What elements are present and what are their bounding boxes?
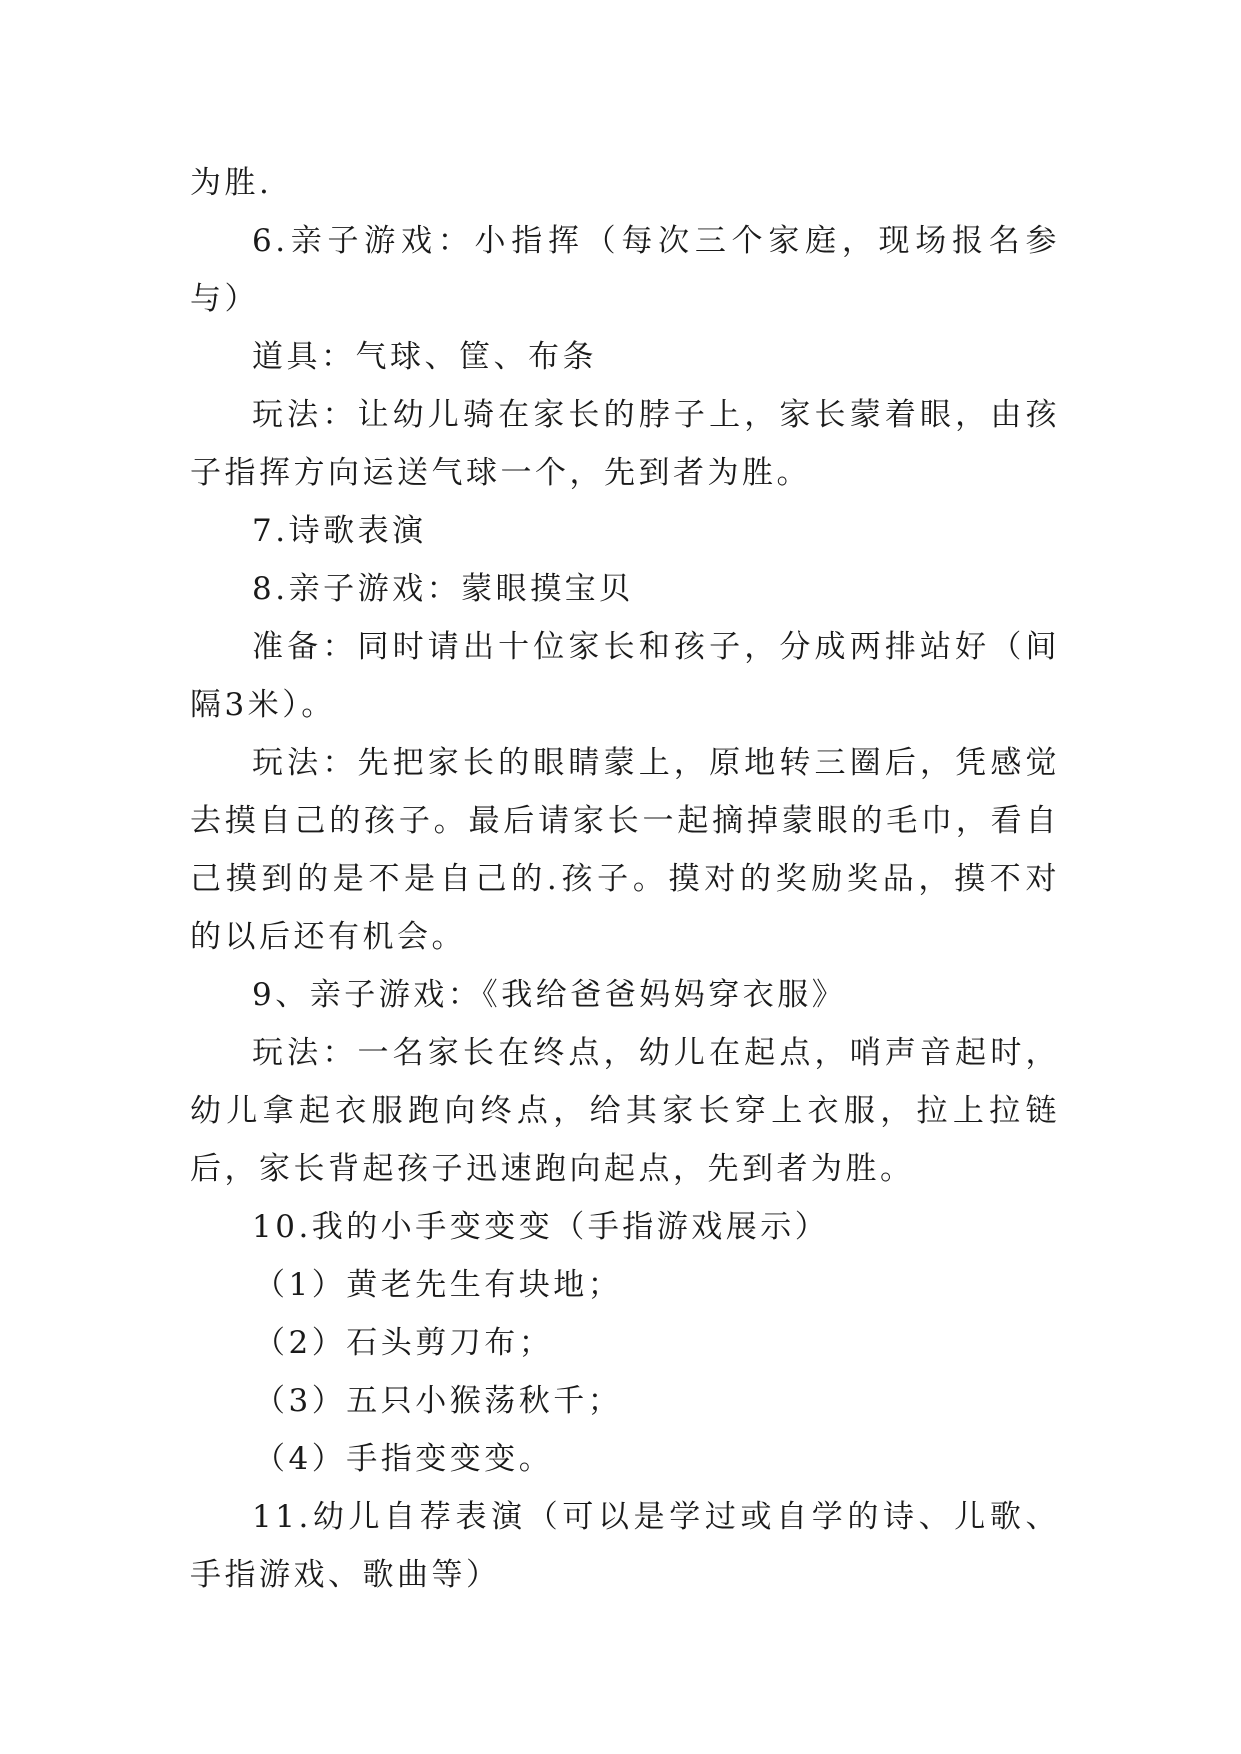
item-8-heading: 8.亲子游戏：蒙眼摸宝贝 [252, 571, 634, 607]
item-7-heading: 7.诗歌表演 [252, 513, 427, 549]
item-9-heading: 9、亲子游戏：《我给爸爸妈妈穿衣服》 [252, 977, 847, 1013]
item-6-props: 道具：气球、筐、布条 [252, 339, 597, 375]
item-10-heading: 10.我的小手变变变（手指游戏展示） [252, 1209, 830, 1245]
paragraph-continuation: 为胜. [190, 165, 273, 201]
item-10-subitem-1: （1）黄老先生有块地； [254, 1267, 623, 1303]
item-9-rules: 玩法：一名家长在终点，幼儿在起点，哨声音起时，幼儿拿起衣服跑向终点，给其家长穿上衣服，拉上拉链后，家长背起孩子迅速跑向起点，先到者为胜。 [190, 1035, 1060, 1187]
item-10-subitem-2: （2）石头剪刀布； [254, 1325, 554, 1361]
item-6-heading: 6.亲子游戏：小指挥（每次三个家庭，现场报名参与） [190, 223, 1060, 317]
item-6-rules: 玩法：让幼儿骑在家长的脖子上，家长蒙着眼，由孩子指挥方向运送气球一个，先到者为胜。 [190, 397, 1060, 491]
document-body [190, 154, 1060, 1604]
item-8-rules: 玩法：先把家长的眼睛蒙上，原地转三圈后，凭感觉去摸自己的孩子。最后请家长一起摘掉蒙眼的毛巾，看自己摸到的是不是自己的.孩子。摸对的奖励奖品，摸不对的以后还有机会。 [190, 745, 1060, 955]
item-8-preparation: 准备：同时请出十位家长和孩子，分成两排站好（间隔3米）。 [190, 629, 1060, 723]
item-11-heading: 11.幼儿自荐表演（可以是学过或自学的诗、儿歌、手指游戏、歌曲等） [190, 1499, 1060, 1593]
item-10-subitem-3: （3）五只小猴荡秋千； [254, 1383, 623, 1419]
item-10-subitem-4: （4）手指变变变。 [254, 1441, 554, 1477]
